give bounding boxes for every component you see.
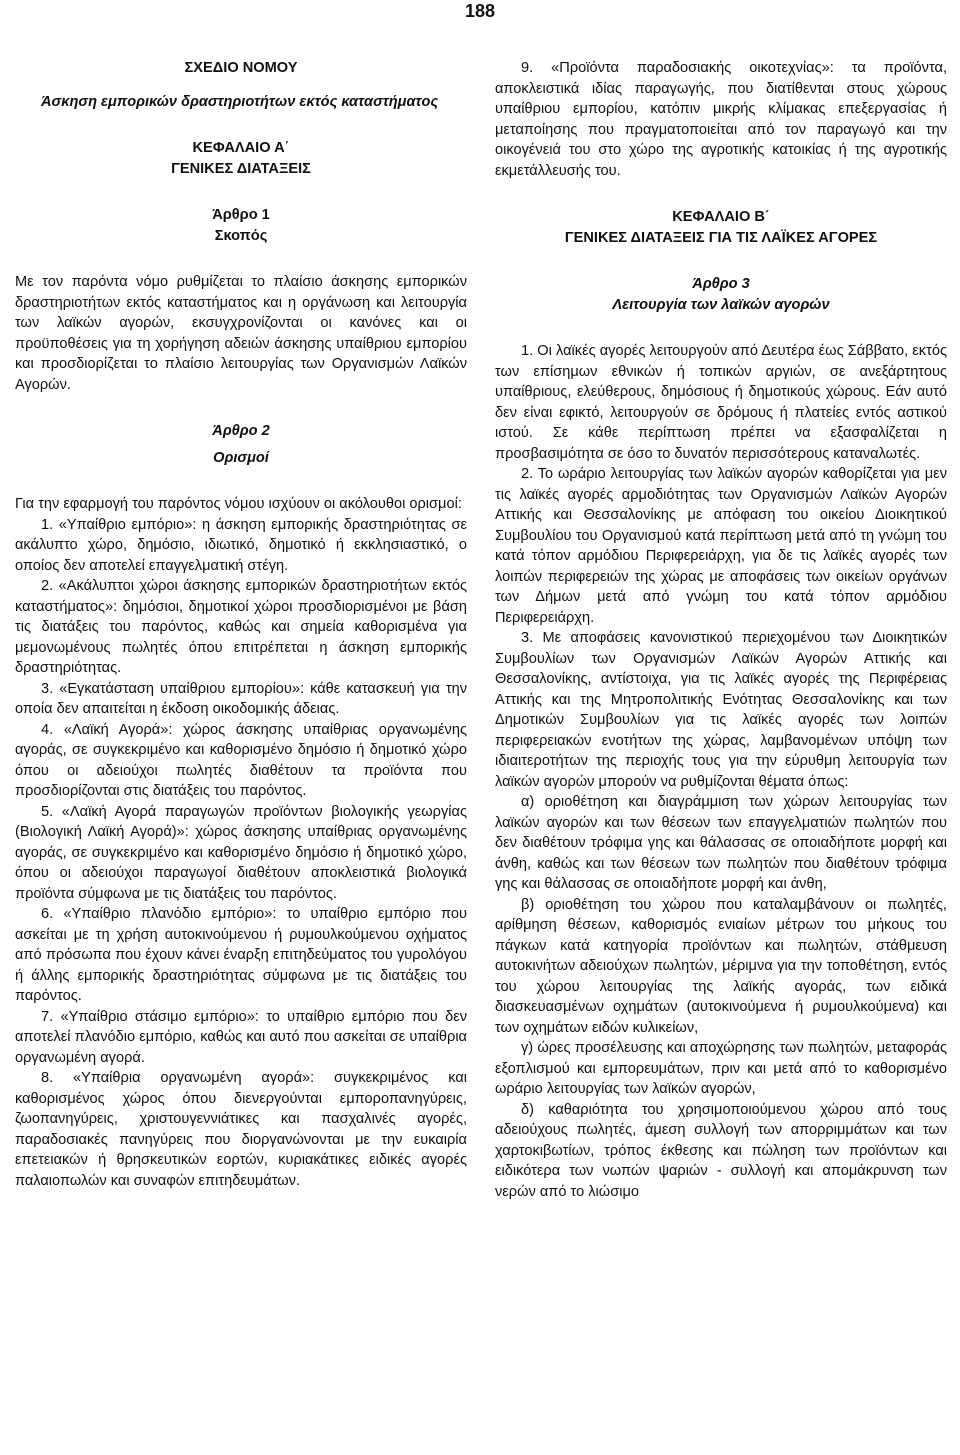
article-title: Σκοπός bbox=[214, 227, 268, 244]
definition-paragraph: 3. «Εγκατάσταση υπαίθριου εμπορίου»: κάθε κατασκευή για την οποία δεν απαιτείται η έκδοση οικοδομικής άδειας. bbox=[15, 680, 467, 717]
chapter-title: ΓΕΝΙΚΕΣ ΔΙΑΤΑΞΕΙΣ bbox=[171, 160, 311, 177]
chapter-heading: ΚΕΦΑΛΑΙΟ Α΄ bbox=[192, 140, 290, 156]
definition-paragraph: 4. «Λαϊκή Αγορά»: χώρος άσκησης υπαίθριας οργανωμένης αγοράς, σε συγκεκριμένο και καθορισμένο δημόσιο ή δημοτικό χώρο όπου οι αδειούχοι πωλητές διαθέτουν τα προϊόντα που προσδιορίζονται στις διατάξεις του παρόντος. bbox=[15, 721, 467, 799]
definition-paragraph: 8. «Υπαίθρια οργανωμένη αγορά»: συγκεκριμένος και καθορισμένος χώρος όπου διενεργούνται εμποροπανηγύρεις, ζωοπανηγύρεις, χριστουγεννιάτικες και πασχαλινές αγορές, παραδοσιακές πανηγύρεις που διοργανώνονται με την ευκαιρία επετειακών ή θρησκευτικών εορτών, κυριακάτικες ειδικές αγορές παλαιοπωλών και συναφών επιτηδευμάτων. bbox=[15, 1070, 467, 1189]
article-heading: Άρθρο 1 bbox=[212, 207, 270, 223]
definition-paragraph: 9. «Προϊόντα παραδοσιακής οικοτεχνίας»: τα προϊόντα, αποκλειστικά ιδίας παραγωγής, που διατίθενται στους χώρους υπαίθριου εμπορίου, κατόπιν μικρής κλίμακας επεξεργασίας ή μεταποίησης που πραγματοποιείται από τον παραγωγό και την οικογένειά του στο χώρο της αγροτικής κατοικίας ή της αγροτικής εκμετάλλευσής του. bbox=[495, 60, 947, 179]
article-paragraph: β) οριοθέτηση του χώρου που καταλαμβάνουν οι πωλητές, αρίθμηση θέσεων, καθορισμός ενιαίων μέτρων του μήκους του πάγκων κατά κατηγορία προϊόντων και πωλητών, στάθμευση αυτοκινήτων αδειούχων πωλητών, μέριμνα για την τοποθέτηση, εντός του χώρου λειτουργίας της λαϊκής αγοράς, των ειδικά διασκευασμένων οχημάτων (αυτοκινούμενα ή ρυμουλκούμενα) και των οχημάτων ειδών κυλικείων, bbox=[495, 896, 947, 1036]
article-heading: Άρθρο 3 bbox=[692, 276, 750, 292]
article-paragraph: 2. Το ωράριο λειτουργίας των λαϊκών αγορών καθορίζεται για μεν τις λαϊκές αγορές αρμοδιότητας των Οργανισμών Λαϊκών Αγορών Αττικής και Θεσσαλονίκης με απόφαση του οικείου Διοικητικού Συμβουλίου του Οργανισμού κατά περίπτωση μετά από τη γνώμη του κατά τόπον αρμόδιου Περιφερειάρχη, για δε τις λαϊκές αγορές των λοιπών περιφερειών της χώρας με αποφάσεις των οικείων οργάνων των Δήμων μετά από γνώμη του κατά τόπον αρμόδιου Περιφερειάρχη. bbox=[495, 466, 947, 626]
article-paragraph: Για την εφαρμογή του παρόντος νόμου ισχύουν οι ακόλουθοι ορισμοί: bbox=[15, 496, 462, 512]
article-paragraph: Με τον παρόντα νόμο ρυθμίζεται το πλαίσιο άσκησης εμπορικών δραστηριοτήτων εκτός καταστήματος και η οργάνωση και λειτουργία των λαϊκών αγορών, εκσυγχρονίζονται οι κανόνες και οι προϋποθέσεις για τη χορήγηση αδειών άσκησης υπαίθριου εμπορίου και προσδιορίζεται το πλαίσιο λειτουργίας των Οργανισμών Λαϊκών Αγορών. bbox=[15, 274, 467, 393]
article-paragraph: α) οριοθέτηση και διαγράμμιση των χώρων λειτουργίας των λαϊκών αγορών και των θέσεων των επαγγελματιών πωλητών που δεν διαθέτουν τρόφιμα γης και θάλασσας σε οποιαδήποτε μορφή και άνθη, καθώς και των θέσεων των πωλητών που διαθέτουν τρόφιμα γης και θάλασσας σε οποιαδήποτε μορφή και άνθη, bbox=[495, 794, 947, 892]
page-number: 188 bbox=[464, 1, 496, 21]
left-column bbox=[15, 58, 467, 1191]
right-column bbox=[495, 58, 947, 1202]
article-title: Ορισμοί bbox=[213, 449, 269, 466]
article-paragraph: 1. Οι λαϊκές αγορές λειτουργούν από Δευτέρα έως Σάββατο, εκτός των επίσημων εθνικών ή τοπικών αργιών, σε ανεξάρτητους υπαίθριους, ελεύθερους, δημόσιους ή δημοτικούς χώρους. Εάν αυτό δεν είναι εφικτό, λειτουργούν σε δρόμους ή πλατείες εντός αστικού ιστού. Σε κάθε περίπτωση πρέπει να εξασφαλίζεται η προσβασιμότητα σε όσο το δυνατόν περισσότερους καταναλωτές. bbox=[495, 343, 947, 462]
article-paragraph: γ) ώρες προσέλευσης και αποχώρησης των πωλητών, μεταφοράς εξοπλισμού και εμπορευμάτων, πριν και μετά από το καθορισμένο ωράριο λειτουργίας των λαϊκών αγορών, bbox=[495, 1040, 947, 1097]
article-title: Λειτουργία των λαϊκών αγορών bbox=[612, 296, 830, 313]
article-heading: Άρθρο 2 bbox=[212, 423, 270, 439]
definition-paragraph: 2. «Ακάλυπτοι χώροι άσκησης εμπορικών δραστηριοτήτων εκτός καταστήματος»: δημόσιοι, δημοτικοί χώροι προσδιορισμένοι με βάση τις διατάξεις του παρόντος, καθώς και σημεία καθορισμένα για μεμονωμένους πωλητές όπου επιτρέπεται η άσκηση εμπορικής δραστηριότητας. bbox=[15, 578, 467, 676]
bill-subtitle: Άσκηση εμπορικών δραστηριοτήτων εκτός καταστήματος bbox=[41, 93, 439, 110]
bill-title: ΣΧΕΔΙΟ ΝΟΜΟΥ bbox=[184, 60, 298, 76]
definition-paragraph: 6. «Υπαίθριο πλανόδιο εμπόριο»: το υπαίθριο εμπόριο που ασκείται με τη χρήση αυτοκινούμενου ή ρυμουλκούμενου οχήματος από πρόσωπα που έχουν κάνει έναρξη επιτηδεύματος του γυρολόγου ή άλλης εμπορικής δραστηριότητας σύμφωνα με τις διατάξεις του παρόντος. bbox=[15, 906, 467, 1004]
definition-paragraph: 1. «Υπαίθριο εμπόριο»: η άσκηση εμπορικής δραστηριότητας σε ακάλυπτο χώρο, δημόσιο, ιδιωτικό, δημοτικό ή εκκλησιαστικό, ο οποίος δεν αποτελεί επαγγελματική στέγη. bbox=[15, 516, 467, 574]
chapter-title: ΓΕΝΙΚΕΣ ΔΙΑΤΑΞΕΙΣ ΓΙΑ ΤΙΣ ΛΑΪΚΕΣ ΑΓΟΡΕΣ bbox=[564, 229, 878, 246]
article-paragraph: 3. Με αποφάσεις κανονιστικού περιεχομένου των Διοικητικών Συμβουλίων των Οργανισμών Λαϊκών Αγορών Αττικής και Θεσσαλονίκης, αντίστοιχα, για τις λαϊκές αγορές της Περιφέρειας Αττικής και της Μητροπολιτικής Ενότητας Θεσσαλονίκης και των Δημοτικών Συμβουλίων για τις λαϊκές αγορές των λοιπών περιφερειακών ενοτήτων της χώρας, λαμβανομένων υπόψη των ιδιαιτεροτήτων της περιοχής τους για την εύρυθμη λειτουργία των λαϊκών αγορών μπορούν να ρυθμίζονται θέματα όπως: bbox=[495, 630, 947, 790]
article-paragraph: δ) καθαριότητα του χρησιμοποιούμενου χώρου από τους αδειούχους πωλητές, άμεση συλλογή των απορριμμάτων και των χαρτοκιβωτίων, τρόπος έκθεσης και πώληση των προϊόντων και ειδικότερα των νωπών ψαριών - συλλογή και απομάκρυνση των νερών από το λιώσιμο bbox=[495, 1101, 947, 1200]
chapter-heading: ΚΕΦΑΛΑΙΟ Β΄ bbox=[672, 209, 770, 225]
definition-paragraph: 5. «Λαϊκή Αγορά παραγωγών προϊόντων βιολογικής γεωργίας (Βιολογική Λαϊκή Αγορά)»: χώρος άσκησης υπαίθριας οργανωμένης αγοράς, σε συγκεκριμένο και καθορισμένο δημόσιο ή δημοτικό χώρο, όπου οι αδειούχοι παραγωγοί διαθέτουν αποκλειστικά βιολογικά προϊόντα σύμφωνα με τις διατάξεις του παρόντος. bbox=[15, 803, 467, 902]
definition-paragraph: 7. «Υπαίθριο στάσιμο εμπόριο»: το υπαίθριο εμπόριο που δεν αποτελεί πλανόδιο εμπόριο, καθώς και αυτό που ασκείται σε υπαίθρια οργανωμένη αγορά. bbox=[15, 1008, 467, 1066]
